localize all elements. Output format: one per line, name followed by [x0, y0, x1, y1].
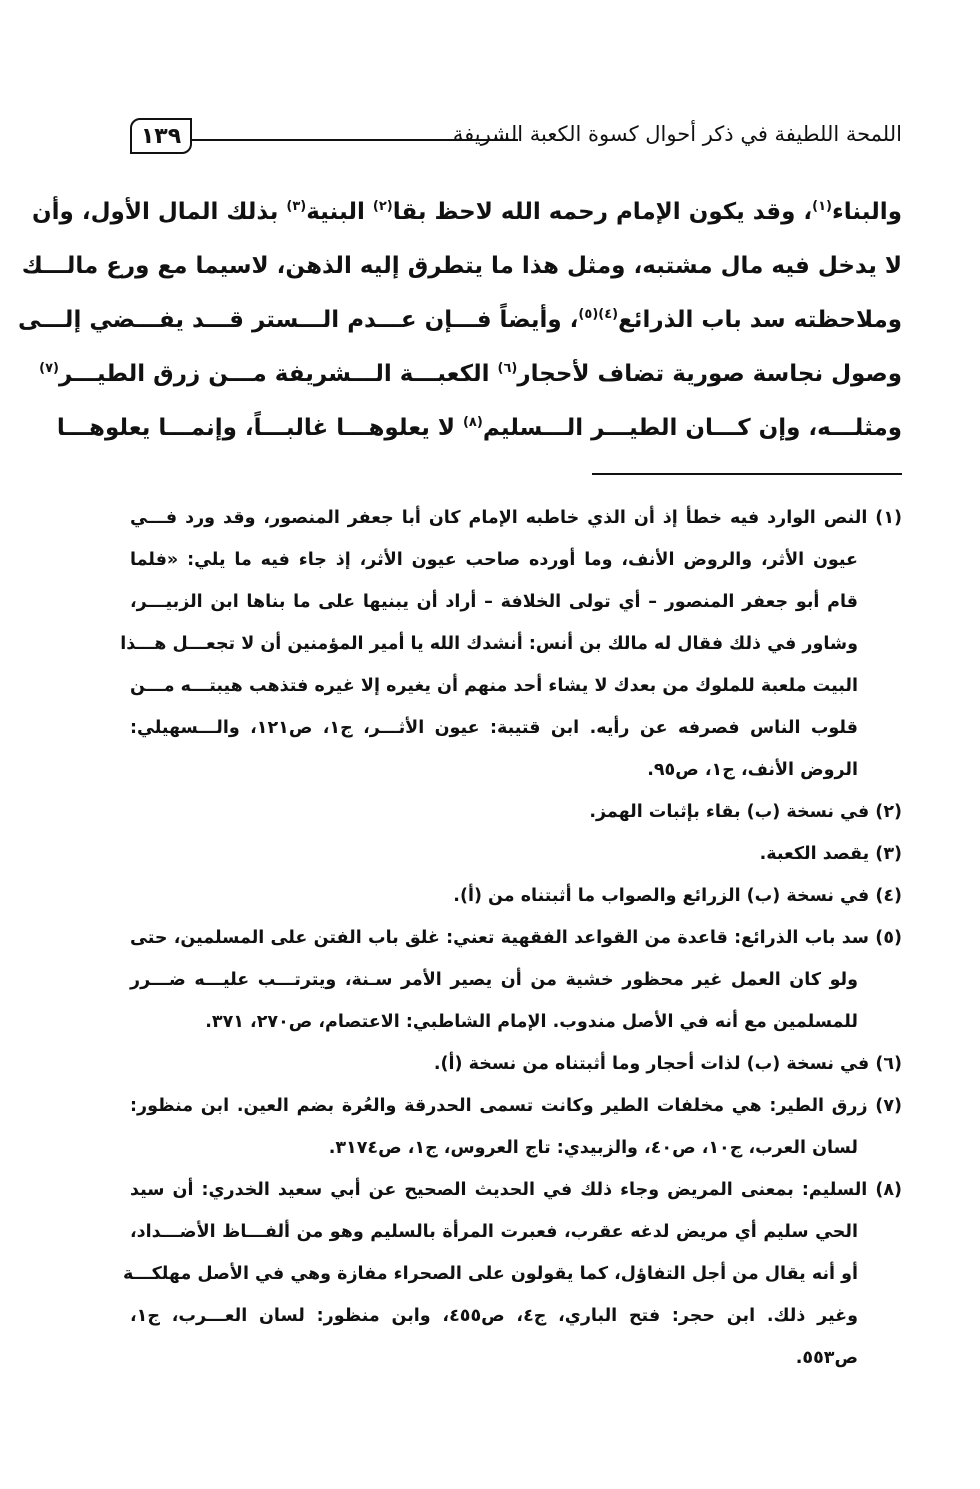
footnote-line: (٢) في نسخة (ب) بقاء بإثبات الهمز.: [589, 802, 902, 822]
footnote-fn-5: [130, 917, 902, 1043]
page-number: ١٣٩: [130, 118, 192, 154]
footnote-line: (٥) سد باب الذرائع: قاعدة من القواعد الفقهية تعني: غلق باب الفتن على المسلمين، حتى: [130, 928, 902, 948]
main-text-line: [17, 293, 902, 347]
main-text-line: [32, 185, 902, 239]
footnote-line: للمسلمين مع أنه في الأصل مندوب. الإمام الشاطبي: الاعتصام، ص٢٧٠، ٣٧١.: [205, 1012, 858, 1032]
footnote-reference: (٦): [497, 361, 518, 376]
footnote-reference: (٢): [372, 199, 393, 214]
footnote-separator: [592, 473, 902, 475]
footnote-line: قام أبو جعفر المنصور – أي تولى الخلافة – أراد أن يبنيها على ما بناها ابن الزبيـــر،: [130, 592, 858, 612]
text-segment: والبناء: [832, 199, 902, 225]
footnote-line: وغير ذلك. ابن حجر: فتح الباري، ج٤، ص٤٥٥، وابن منظور: لسان العـــرب، ج١،: [130, 1306, 858, 1326]
footnote-line: وشاور في ذلك فقال له مالك بن أنس: أنشدك الله يا أمير المؤمنين أن لا تجعـــل هـــذا: [120, 634, 858, 654]
text-segment: ومثلـــه، وإن كـــان الطيـــر الـــسليم: [482, 415, 902, 441]
footnote-fn-6: [130, 1043, 902, 1085]
footnote-reference: (٣): [286, 199, 307, 214]
footnote-line: (٤) في نسخة (ب) الزرائع والصواب ما أثبتناه من (أ).: [453, 886, 902, 906]
text-segment: البنية: [306, 199, 373, 225]
footnote-reference: (٤)(٥): [578, 307, 619, 322]
footnote-fn-8: [123, 1169, 902, 1379]
footnote-line: أو أنه يقال من أجل التفاؤل، كما يقولون على الصحراء مفازة وهي في الأصل مهلكـــة: [123, 1264, 858, 1284]
text-segment: بذلك المال الأول، وأن: [32, 199, 287, 225]
header-title: اللمحة اللطيفة في ذكر أحوال كسوة الكعبة الشريفة: [452, 122, 902, 146]
main-text-line: [21, 239, 902, 293]
footnote-line: (١) النص الوارد فيه خطأ إذ أن الذي خاطبه الإمام كان أبا جعفر المنصور، وقد ورد فـــي: [130, 508, 902, 528]
footnote-line: (٧) زرق الطير: هي مخلفات الطير وكانت تسمى الحدرقة والعُرة بضم العين. ابن منظور:: [130, 1096, 902, 1116]
main-text: [17, 185, 902, 455]
footnote-line: عيون الأثر، والروض الأنف، وما أورده صاحب عيون الأثر، إذ جاء فيه ما يلي: «فلما: [130, 550, 858, 570]
header-rule: [190, 139, 518, 141]
text-segment: وصول نجاسة صورية تضاف لأحجار: [517, 361, 902, 387]
text-segment: ، وقد يكون الإمام رحمه الله لاحظ بقا: [392, 199, 813, 225]
text-segment: لا يدخل فيه مال مشتبه، ومثل هذا ما يتطرق إليه الذهن، لاسيما مع ورع مالـــك: [21, 253, 902, 279]
footnote-line: ص٥٥٣.: [795, 1348, 858, 1368]
footnote-line: الحي سليم أي مريض لدغه عقرب، فعبرت المرأة بالسليم وهو من ألفـــاظ الأضـــداد،: [130, 1222, 858, 1242]
footnote-line: قلوب الناس فصرفه عن رأيه. ابن قتيبة: عيون الأثـــر، ج١، ص١٢١، والـــسهيلي:: [130, 718, 858, 738]
footnote-fn-1: [120, 497, 902, 791]
footnote-line: (٦) في نسخة (ب) لذات أحجار وما أثبتناه من نسخة (أ).: [433, 1054, 902, 1074]
text-segment: لا يعلوهـــا غالبـــاً، وإنمـــا يعلوهـــا: [56, 415, 463, 441]
footnotes: [120, 497, 902, 1379]
footnote-line: (٨) السليم: بمعنى المريض وجاء ذلك في الحديث الصحيح عن أبي سعيد الخدري: أن سيد: [130, 1180, 902, 1200]
text-segment: وملاحظته سد باب الذرائع: [618, 307, 902, 333]
footnote-line: (٣) يقصد الكعبة.: [759, 844, 902, 864]
text-segment: ، وأيضاً فـــإن عـــدم الـــستر قـــد يفـــضي إلـــى: [17, 307, 579, 333]
footnote-reference: (٧): [39, 361, 59, 376]
footnote-line: لسان العرب، ج١٠، ص٤٠، والزبيدي: تاج العروس، ج١، ص٣١٧٤.: [328, 1138, 858, 1158]
footnote-fn-7: [130, 1085, 902, 1169]
running-header: [130, 108, 902, 168]
footnote-fn-3: [130, 833, 902, 875]
footnote-fn-2: [130, 791, 902, 833]
footnote-reference: (٨): [462, 415, 483, 430]
main-text-line: [56, 401, 902, 455]
footnote-line: الروض الأنف، ج١، ص٩٥.: [647, 760, 858, 780]
text-segment: الكعبـــة الـــشريفة مـــن زرق الطيـــر: [58, 361, 498, 387]
footnote-line: ولو كان العمل غير محظور خشية من أن يصير الأمر سـنة، ويترتـــب عليـــه ضـــرر: [130, 970, 858, 990]
footnote-fn-4: [130, 875, 902, 917]
footnote-line: البيت ملعبة للملوك من بعدك لا يشاء أحد منهم أن يغيره إلا غيره فتذهب هيبتـــه مـــن: [130, 676, 858, 696]
footnote-reference: (١): [812, 199, 832, 214]
main-text-line: [39, 347, 902, 401]
